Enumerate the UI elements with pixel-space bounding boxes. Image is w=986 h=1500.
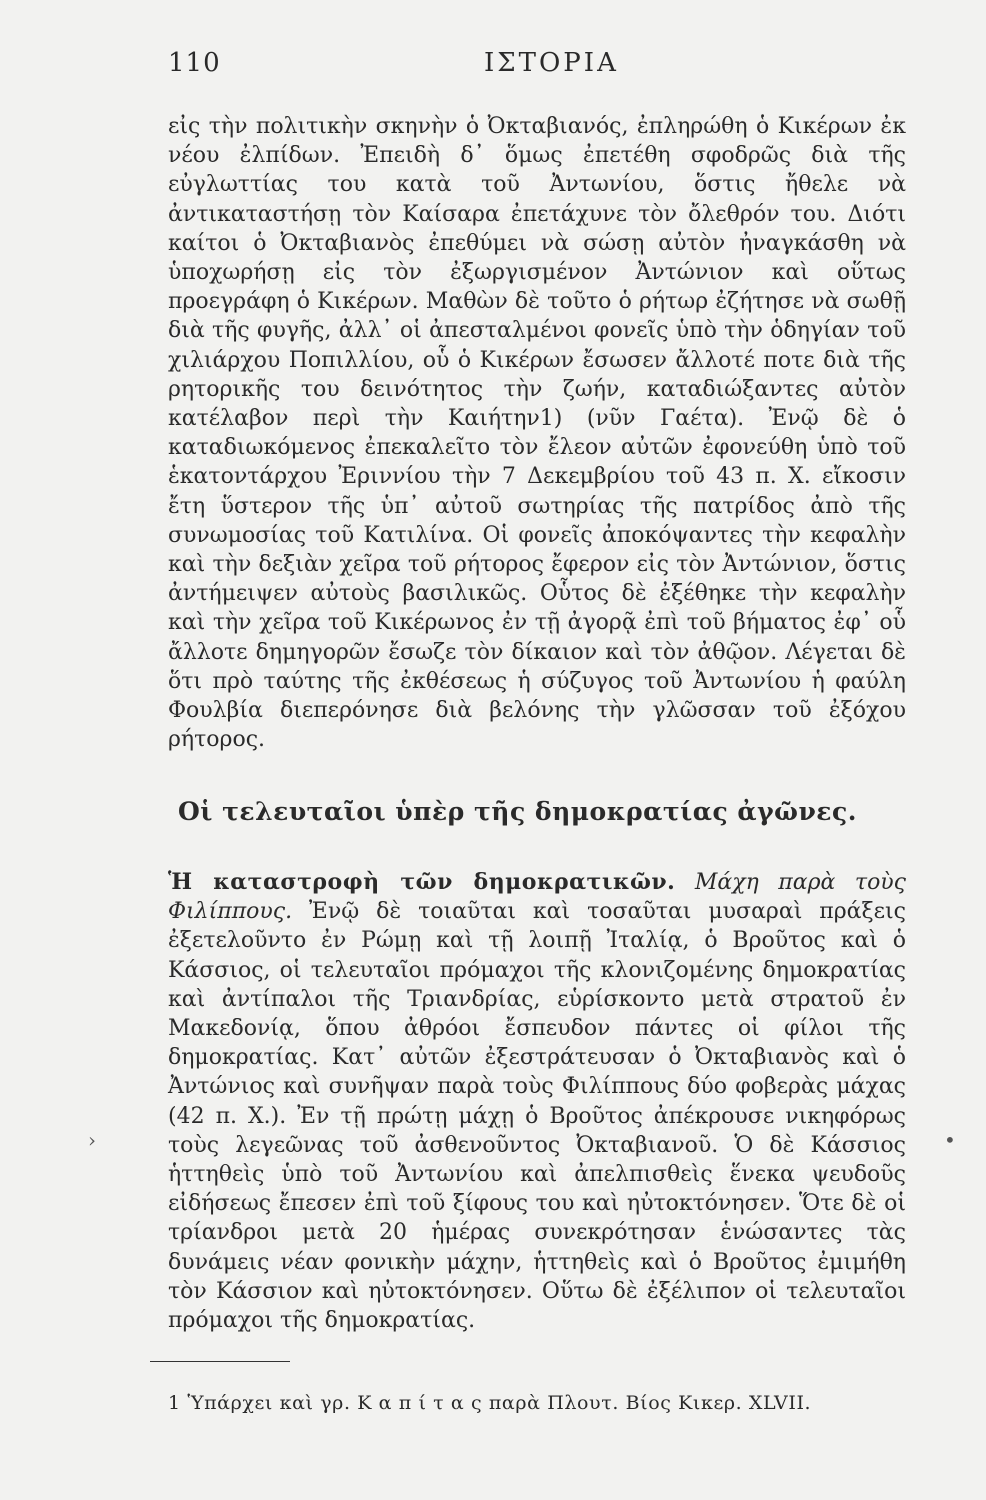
section-body (168, 868, 906, 1335)
margin-dot-mark: • (944, 1128, 956, 1152)
footnote: 1 Ὑπάρχει καὶ γρ. Κ α π ί τ α ς παρὰ Πλουτ. Βίος Κικερ. XLVII. (168, 1392, 812, 1414)
section-heading: Οἱ τελευταῖοι ὑπὲρ τῆς δημοκρατίας ἀγῶνες. (178, 797, 857, 826)
section-text: Ἐνῷ δὲ τοιαῦται καὶ τοσαῦται μυσαραὶ πράξεις ἐξετελοῦντο ἐν Ρώμῃ καὶ τῇ λοιπῇ Ἰταλίᾳ, ὁ Βροῦτος καὶ ὁ Κάσσιος, οἱ τελευταῖοι πρόμαχοι τῆς κλονιζομένης δημοκρατίας καὶ ἀντίπαλοι τῆς Τριανδρίας, εὑρίσκοντο μετὰ στρατοῦ ἐν Μακεδονίᾳ, ὅπου ἀθρόοι ἔσπευδον πάντες οἱ φίλοι τῆς δημοκρατίας. Κατ᾽ αὐτῶν ἐξεστράτευσαν ὁ Ὀκταβιανὸς καὶ ὁ Ἀντώνιος καὶ συνῆψαν παρὰ τοὺς Φιλίππους δύο φοβερὰς μάχας (42 π. Χ.). Ἐν τῇ πρώτῃ μάχῃ ὁ Βροῦτος ἀπέκρουσε νικηφόρως τοὺς λεγεῶνας τοῦ ἀσθενοῦντος Ὀκταβιανοῦ. Ὁ δὲ Κάσσιος ἡττηθεὶς ὑπὸ τοῦ Ἀντωνίου καὶ ἀπελπισθεὶς ἕνεκα ψευδοῦς εἰδήσεως ἔπεσεν ἐπὶ τοῦ ξίφους του καὶ ηὐτοκτόνησεν. Ὅτε δὲ οἱ τρίανδροι μετὰ 20 ἡμέρας συνεκρότησαν ἑνώσαντες τὰς δυνάμεις νέαν φονικὴν μάχην, ἡττηθεὶς καὶ ὁ Βροῦτος ἐμιμήθη τὸν Κάσσιον καὶ ηὐτοκτόνησεν. Οὕτω δὲ ἐξέλιπον οἱ τελευταῖοι πρόμαχοι τῆς δημοκρατίας. (168, 899, 906, 1334)
page-header (168, 48, 906, 88)
run-in-title: Ἡ καταστροφὴ τῶν δημοκρατικῶν. (168, 869, 676, 895)
footnote-rule (150, 1361, 290, 1362)
section-subtitle: Μάχη παρὰ τοὺς Φιλίππους. (168, 870, 907, 925)
running-title: ΙΣΤΟΡΙΑ (484, 48, 619, 78)
page-number: 110 (168, 48, 221, 78)
margin-bracket-mark: › (88, 1128, 96, 1152)
main-text-block (168, 112, 906, 754)
paragraph: εἰς τὴν πολιτικὴν σκηνὴν ὁ Ὀκταβιανός, ἐπληρώθη ὁ Κικέρων ἐκ νέου ἐλπίδων. Ἐπειδὴ δ᾽ ὅμως ἐπετέθη σφοδρῶς διὰ τῆς εὐγλωττίας του κατὰ τοῦ Ἀντωνίου, ὅστις ἤθελε νὰ ἀντικαταστήσῃ τὸν Καίσαρα ἐπετάχυνε τὸν ὄλεθρόν του. Διότι καίτοι ὁ Ὀκταβιανὸς ἐπεθύμει νὰ σώσῃ αὐτὸν ἠναγκάσθη νὰ ὑποχωρήσῃ εἰς τὸν ἐξωργισμένον Ἀντώνιον καὶ οὕτως προεγράφη ὁ Κικέρων. Μαθὼν δὲ τοῦτο ὁ ρήτωρ ἐζήτησε νὰ σωθῇ διὰ τῆς φυγῆς, ἀλλ᾽ οἱ ἀπεσταλμένοι φονεῖς ὑπὸ τὴν ὁδηγίαν τοῦ χιλιάρχου Ποπιλλίου, οὗ ὁ Κικέρων ἔσωσεν ἄλλοτέ ποτε διὰ τῆς ρητορικῆς του δεινότητος τὴν ζωήν, καταδιώξαντες αὐτὸν κατέλαβον περὶ τὴν Καιήτην1) (νῦν Γαέτα). Ἐνῷ δὲ ὁ καταδιωκόμενος ἐπεκαλεῖτο τὸν ἔλεον αὐτῶν ἐφονεύθη ὑπὸ τοῦ ἑκατοντάρχου Ἐριννίου τὴν 7 Δεκεμβρίου τοῦ 43 π. Χ. εἴκοσιν ἔτη ὕστερον τῆς ὑπ᾽ αὐτοῦ σωτηρίας τῆς πατρίδος ἀπὸ τῆς συνωμοσίας τοῦ Κατιλίνα. Οἱ φονεῖς ἀποκόψαντες τὴν κεφαλὴν καὶ τὴν δεξιὰν χεῖρα τοῦ ρήτορος ἔφερον εἰς τὸν Ἀντώνιον, ὅστις ἀντήμειψεν αὐτοὺς βασιλικῶς. Οὗτος δὲ ἐξέθηκε τὴν κεφαλὴν καὶ τὴν χεῖρα τοῦ Κικέρωνος ἐν τῇ ἀγορᾷ ἐπὶ τοῦ βήματος ἐφ᾽ οὗ ἄλλοτε δημηγορῶν ἔσωζε τὸν δίκαιον καὶ τὸν ἀθῷον. Λέγεται δὲ ὅτι πρὸ ταύτης τῆς ἐκθέσεως ἡ σύζυγος τοῦ Ἀντωνίου ἡ φαύλη Φουλβία διεπερόνησε διὰ βελόνης τὴν γλῶσσαν τοῦ ἐξόχου ρήτορος. (168, 114, 906, 753)
